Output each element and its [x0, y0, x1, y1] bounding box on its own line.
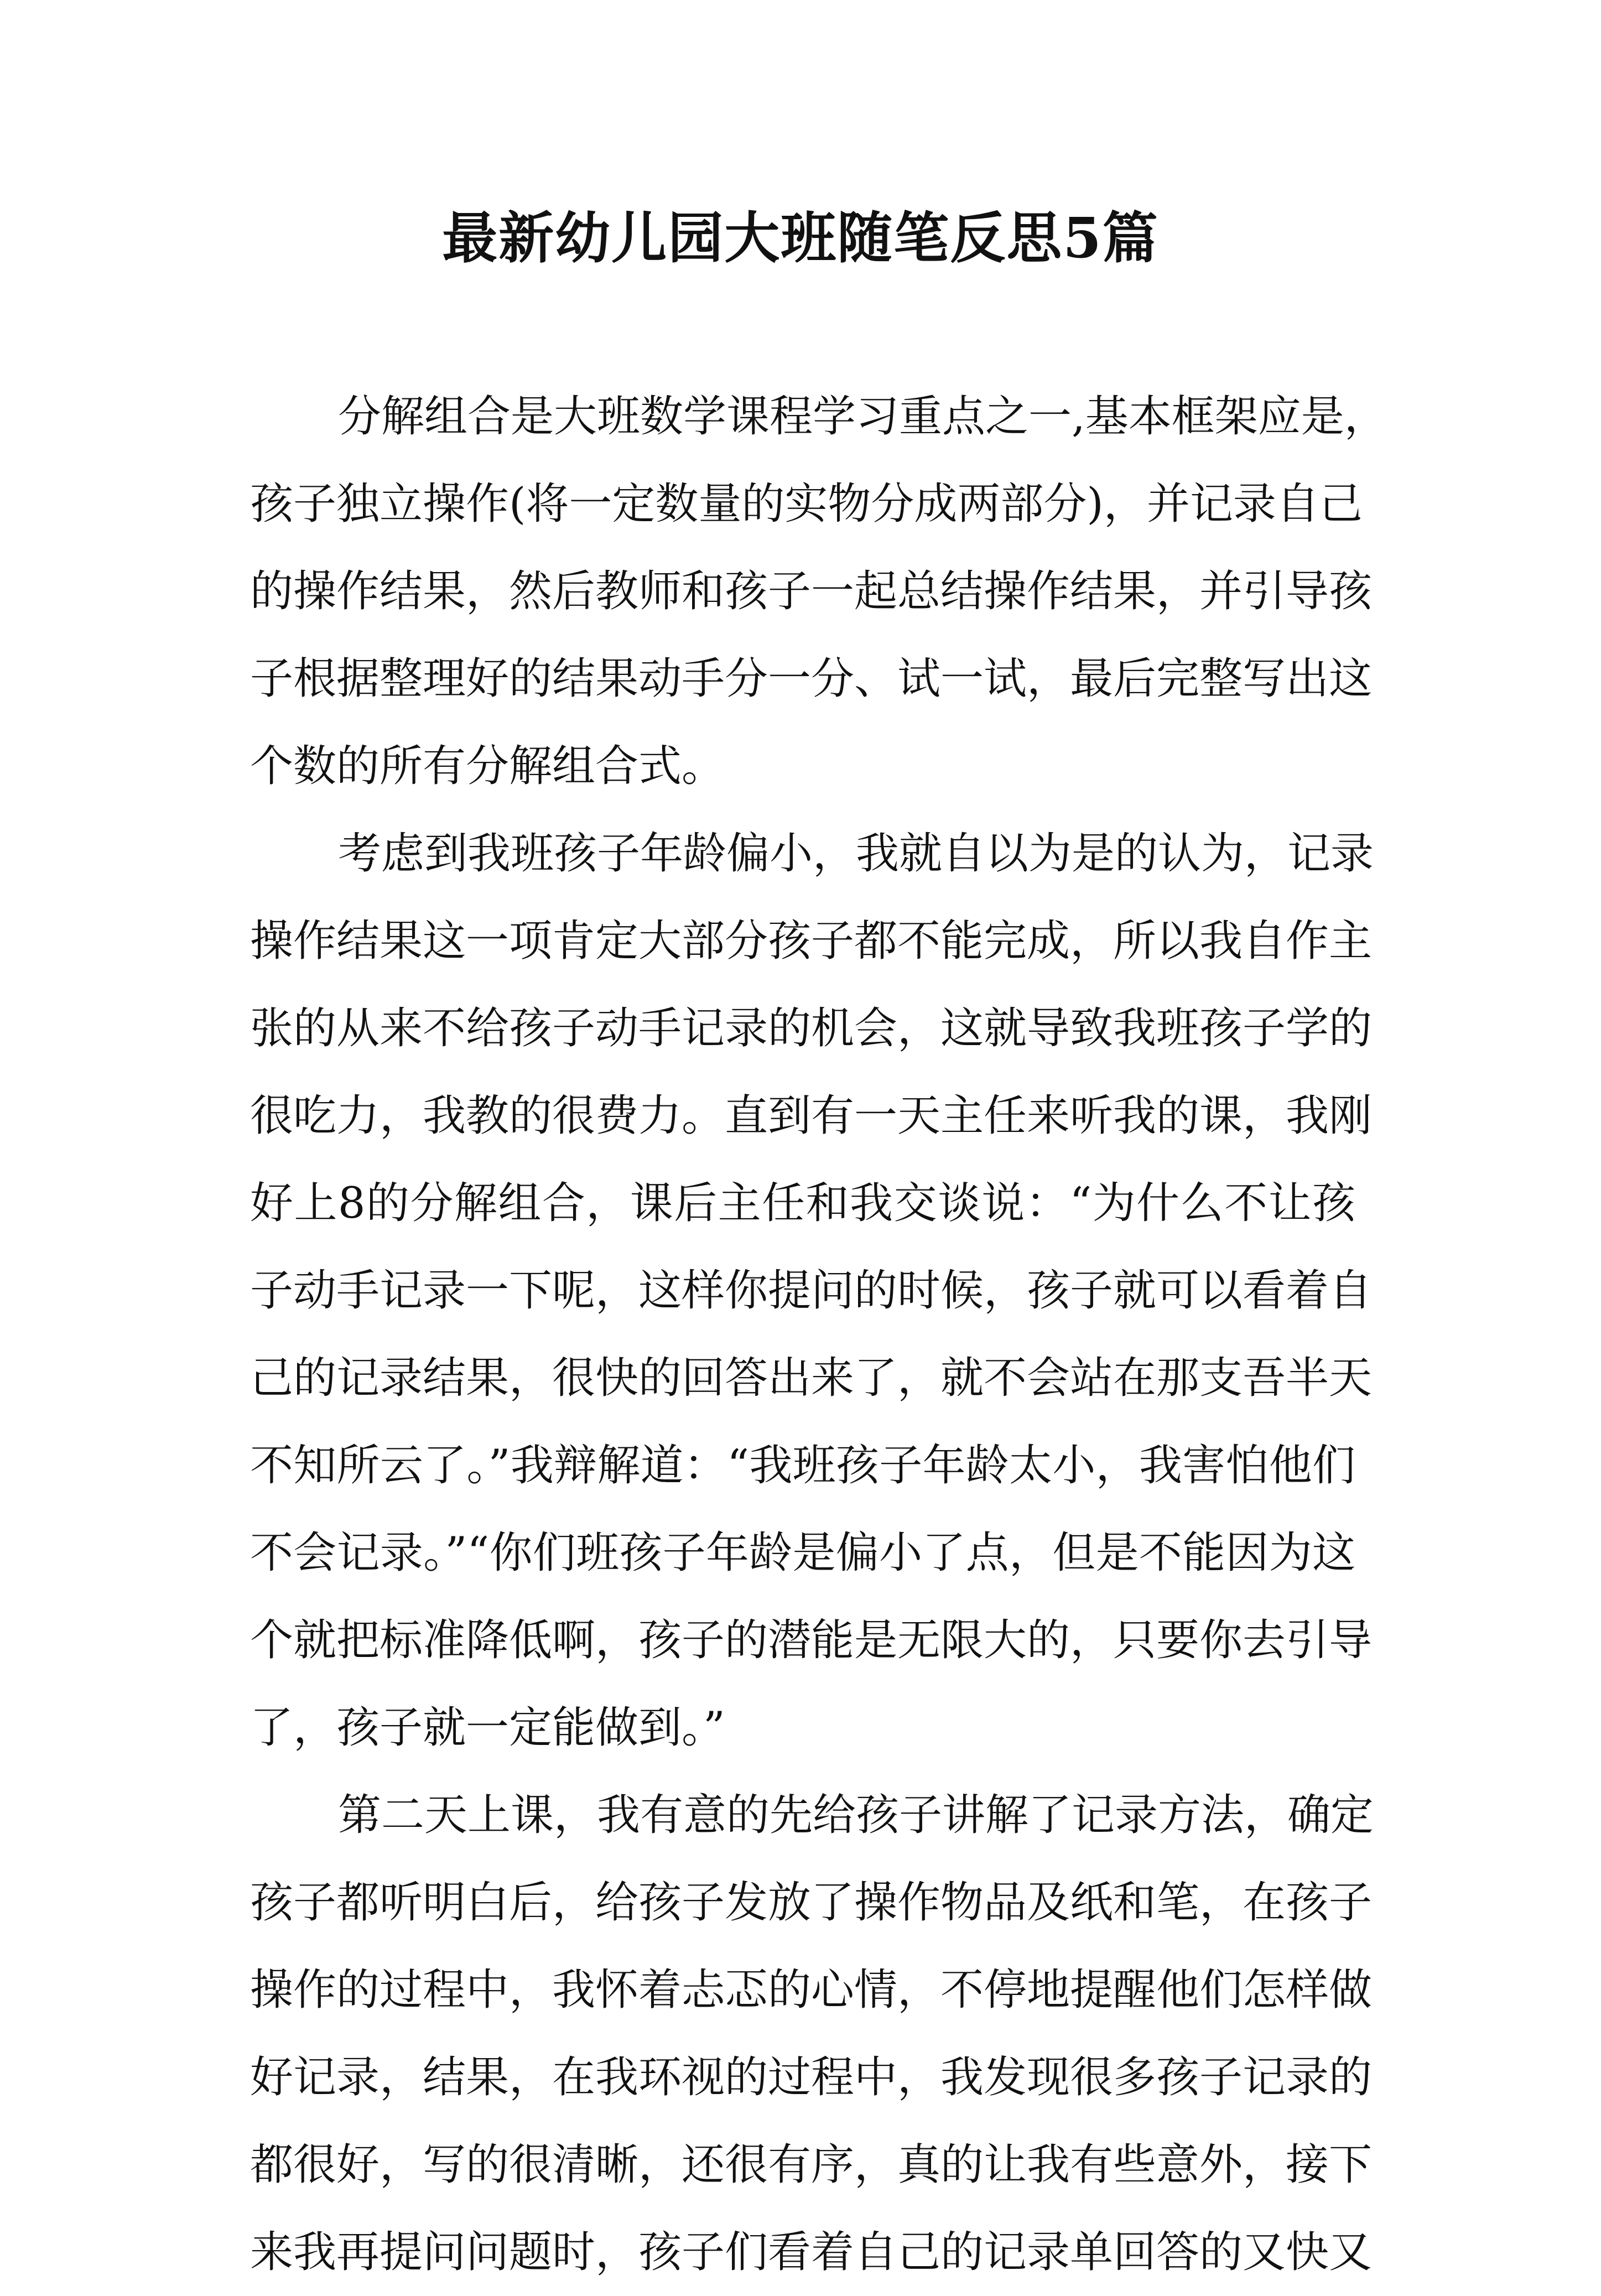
paragraph-2-line-2: 操作结果这一项肯定大部分孩子都不能完成，所以我自作主 [250, 916, 1373, 966]
paragraph-2-line-3: 张的从来不给孩子动手记录的机会，这就导致我班孩子学的 [250, 1004, 1373, 1053]
paragraph-1-line-5: 个数的所有分解组合式。 [250, 741, 725, 791]
paragraph-3-line-2: 孩子都听明白后，给孩子发放了操作物品及纸和笔，在孩子 [250, 1878, 1373, 1928]
paragraph-3-line-1: 第二天上课，我有意的先给孩子讲解了记录方法，确定 [338, 1790, 1374, 1840]
document-title: 最新幼儿园大班随笔反思5篇 [442, 205, 1159, 271]
paragraph-3-line-5: 都很好，写的很清晰，还很有序，真的让我有些意外，接下 [250, 2140, 1373, 2190]
paragraph-2-line-10: 个就把标准降低啊，孩子的潜能是无限大的，只要你去引导 [250, 1615, 1373, 1665]
paragraph-1-line-2: 孩子独立操作(将一定数量的实物分成两部分)，并记录自己 [250, 479, 1363, 529]
paragraph-1-line-1: 分解组合是大班数学课程学习重点之一,基本框架应是， [338, 392, 1387, 441]
paragraph-2-line-1: 考虑到我班孩子年龄偏小，我就自以为是的认为，记录 [338, 829, 1374, 879]
paragraph-2-line-9: 不会记录。”“你们班孩子年龄是偏小了点，但是不能因为这 [250, 1528, 1355, 1578]
paragraph-2-line-8: 不知所云了。”我辩解道：“我班孩子年龄太小，我害怕他们 [250, 1441, 1355, 1490]
paragraph-3-line-3: 操作的过程中，我怀着忐忑的心情，不停地提醒他们怎样做 [250, 1965, 1373, 2015]
paragraph-1-line-3: 的操作结果，然后教师和孩子一起总结操作结果，并引导孩 [250, 567, 1373, 616]
paragraph-2-line-6: 子动手记录一下呢，这样你提问的时候，孩子就可以看着自 [250, 1266, 1373, 1316]
paragraph-2-line-5: 好上8的分解组合，课后主任和我交谈说：“为什么不让孩 [250, 1178, 1355, 1228]
paragraph-3-line-6: 来我再提问问题时，孩子们看着自己的记录单回答的又快又 [250, 2227, 1373, 2277]
paragraph-3-line-4: 好记录，结果，在我环视的过程中，我发现很多孩子记录的 [250, 2053, 1373, 2102]
paragraph-2-line-11: 了，孩子就一定能做到。” [250, 1703, 725, 1753]
paragraph-2-line-4: 很吃力，我教的很费力。直到有一天主任来听我的课，我刚 [250, 1091, 1373, 1141]
document-body [250, 373, 1387, 2296]
paragraph-2-line-7: 己的记录结果，很快的回答出来了，就不会站在那支吾半天 [250, 1353, 1373, 1403]
paragraph-1-line-4: 子根据整理好的结果动手分一分、试一试，最后完整写出这 [250, 654, 1373, 704]
